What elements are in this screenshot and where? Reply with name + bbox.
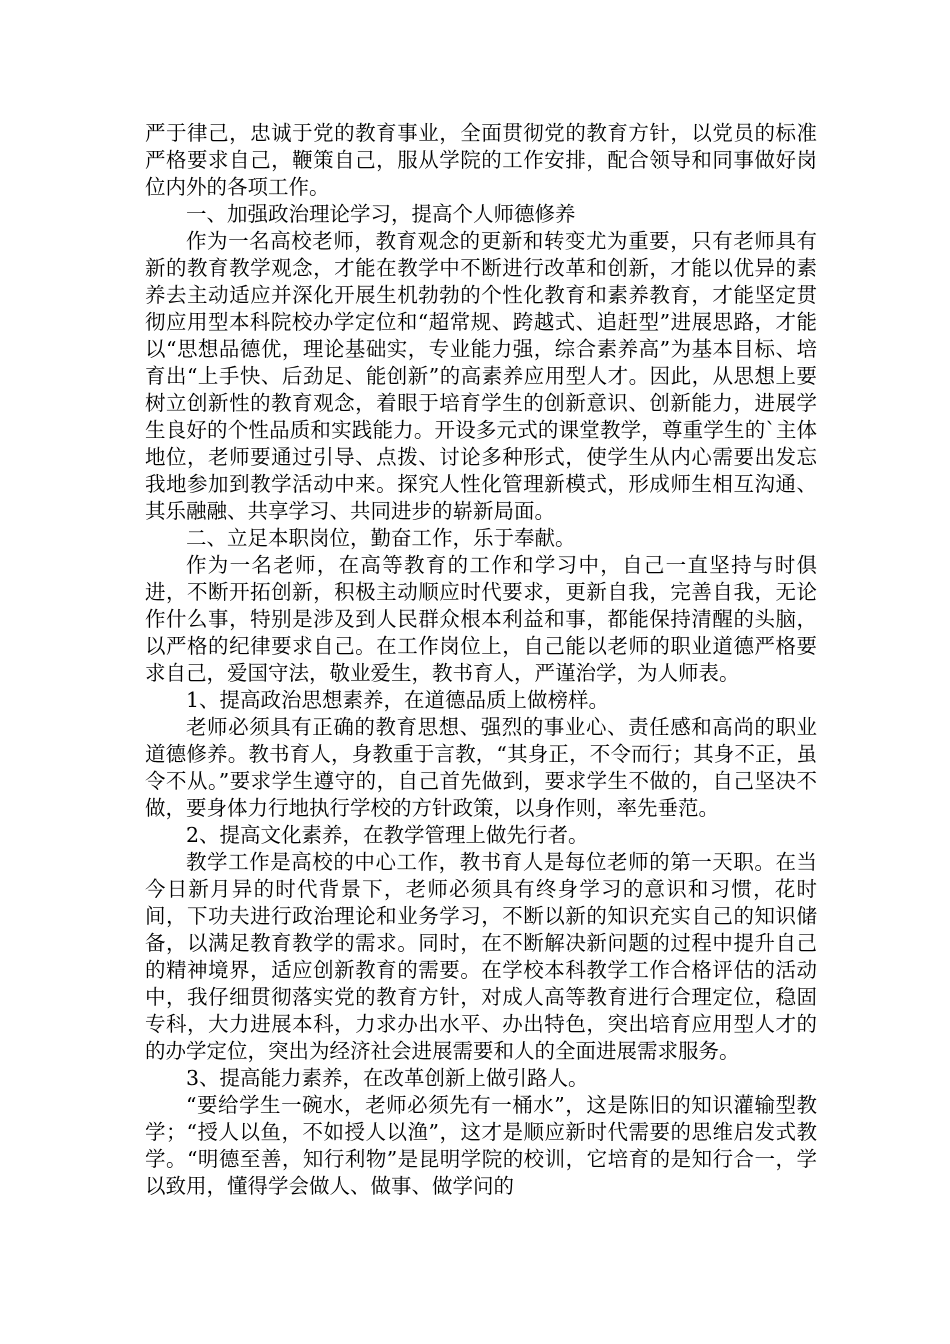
subheading-2-3: 3、提高能力素养，在改革创新上做引路人。: [186, 1066, 589, 1090]
paragraph-section-2-body: 作为一名老师，在高等教育的工作和学习中，自己一直坚持与时俱进，不断开拓创新，积极主动顺应时代要求，更新自我，完善自我，无论作什么事，特别是涉及到人民群众根本利益和事，都能保持清醒的头脑，以严格的纪律要求自己。在工作岗位上，自己能以老师的职业道德严格要求自己，爱国守法，敬业爱生，教书育人，严谨治学，为人师表。: [145, 553, 817, 685]
paragraph-subsection-2-1-body: 老师必须具有正确的教育思想、强烈的事业心、责任感和高尚的职业道德修养。教书育人，身教重于言教，“其身正，不令而行；其身不正，虽令不从。”要求学生遵守的，自己首先做到，要求学生不做的，自己坚决不做，要身体力行地执行学校的方针政策，以身作则，率先垂范。: [145, 715, 817, 820]
section-heading-1: 一、加强政治理论学习，提高个人师德修养: [186, 202, 576, 226]
paragraph-subsection-2-3-body: “要给学生一碗水，老师必须先有一桶水”，这是陈旧的知识灌输型教学；“授人以鱼，不如授人以渔”，这才是顺应新时代需要的思维启发式教学。“明德至善，知行利物”是昆明学院的校训，它培育的是知行合一，学以致用，懂得学会做人、做事、做学问的: [145, 1093, 817, 1198]
subheading-2-1: 1、提高政治思想素养，在道德品质上做榜样。: [186, 688, 610, 712]
section-heading-2: 二、立足本职岗位，勤奋工作，乐于奉献。: [186, 526, 576, 550]
subheading-2-2: 2、提高文化素养，在教学管理上做先行者。: [186, 823, 589, 847]
paragraph-subsection-2-2-body: 教学工作是高校的中心工作，教书育人是每位老师的第一天职。在当今日新月异的时代背景下，老师必须具有终身学习的意识和习惯，花时间，下功夫进行政治理论和业务学习，不断以新的知识充实自己的知识储备，以满足教育教学的需求。同时，在不断解决新问题的过程中提升自己的精神境界，适应创新教育的需要。在学校本科教学工作合格评估的活动中，我仔细贯彻落实党的教育方针，对成人高等教育进行合理定位，稳固专科，大力进展本科，力求办出水平、办出特色，突出培育应用型人才的的办学定位，突出为经济社会进展需要和人的全面进展需求服务。: [145, 850, 817, 1063]
paragraph-intro-continuation: 严于律己，忠诚于党的教育事业，全面贯彻党的教育方针，以党员的标准严格要求自己，鞭策自己，服从学院的工作安排，配合领导和同事做好岗位内外的各项工作。: [145, 121, 817, 199]
document-page: [145, 120, 817, 1200]
paragraph-section-1-body: 作为一名高校老师，教育观念的更新和转变尤为重要，只有老师具有新的教育教学观念，才能在教学中不断进行改革和创新，才能以优异的素养去主动适应并深化开展生机勃勃的个性化教育和素养教育，才能坚定贯彻应用型本科院校办学定位和“超常规、跨越式、追赶型”进展思路，才能以“思想品德优，理论基础实，专业能力强，综合素养高”为基本目标、培育出“上手快、后劲足、能创新”的高素养应用型人才。因此，从思想上要树立创新性的教育观念，着眼于培育学生的创新意识、创新能力，进展学生良好的个性品质和实践能力。开设多元式的课堂教学，尊重学生的`主体地位，老师要通过引导、点拨、讨论多种形式，使学生从内心需要出发忘我地参加到教学活动中来。探究人性化管理新模式，形成师生相互沟通、其乐融融、共享学习、共同进步的崭新局面。: [145, 229, 817, 523]
